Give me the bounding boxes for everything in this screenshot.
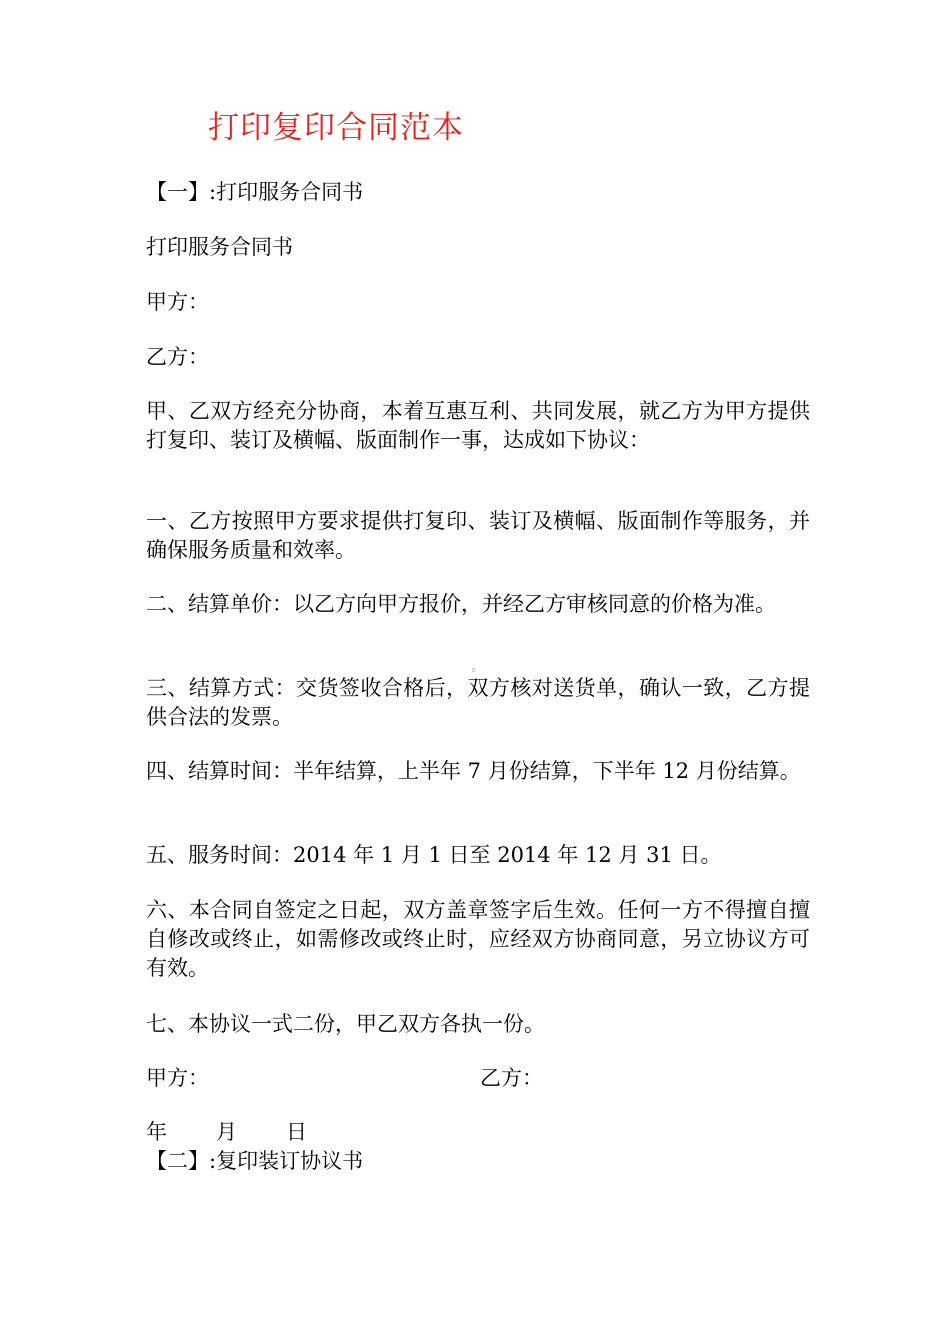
sign-party-a: 甲方： — [146, 1066, 209, 1090]
scan-speck — [472, 668, 475, 672]
party-a-label: 甲方： — [146, 290, 209, 314]
date-year: 年 — [146, 1120, 167, 1144]
clause-2: 二、结算单价：以乙方向甲方报价，并经乙方审核同意的价格为准。 — [146, 592, 776, 616]
sign-party-b: 乙方： — [480, 1066, 543, 1090]
contract-title: 打印服务合同书 — [146, 235, 293, 259]
signature-line — [146, 1064, 810, 1093]
clause-3: 三、结算方式：交货签收合格后，双方核对送货单，确认一致，乙方提供合法的发票。 — [146, 676, 810, 729]
date-day: 日 — [286, 1120, 307, 1144]
clause-4: 四、结算时间：半年结算，上半年 7 月份结算，下半年 12 月份结算。 — [146, 759, 801, 783]
party-b-label: 乙方： — [146, 345, 209, 369]
intro-paragraph: 甲、乙双方经充分协商，本着互惠互利、共同发展，就乙方为甲方提供打复印、装订及横幅、版面制作一事，达成如下协议： — [146, 399, 810, 452]
section-heading-1: 【一】:打印服务合同书 — [146, 180, 364, 204]
clause-1: 一、乙方按照甲方要求提供打复印、装订及横幅、版面制作等服务，并确保服务质量和效率。 — [146, 509, 810, 562]
clause-7: 七、本协议一式二份，甲乙双方各执一份。 — [146, 1012, 545, 1036]
date-line — [146, 1118, 307, 1147]
section-heading-2: 【二】:复印装订协议书 — [146, 1149, 364, 1173]
clause-5: 五、服务时间：2014 年 1 月 1 日至 2014 年 12 月 31 日。 — [146, 843, 722, 867]
document-title: 打印复印合同范本 — [208, 110, 464, 146]
clause-6: 六、本合同自签定之日起，双方盖章签字后生效。任何一方不得擅自擅自修改或终止，如需修改或终止时，应经双方协商同意，另立协议方可有效。 — [146, 898, 810, 980]
date-month: 月 — [216, 1120, 237, 1144]
